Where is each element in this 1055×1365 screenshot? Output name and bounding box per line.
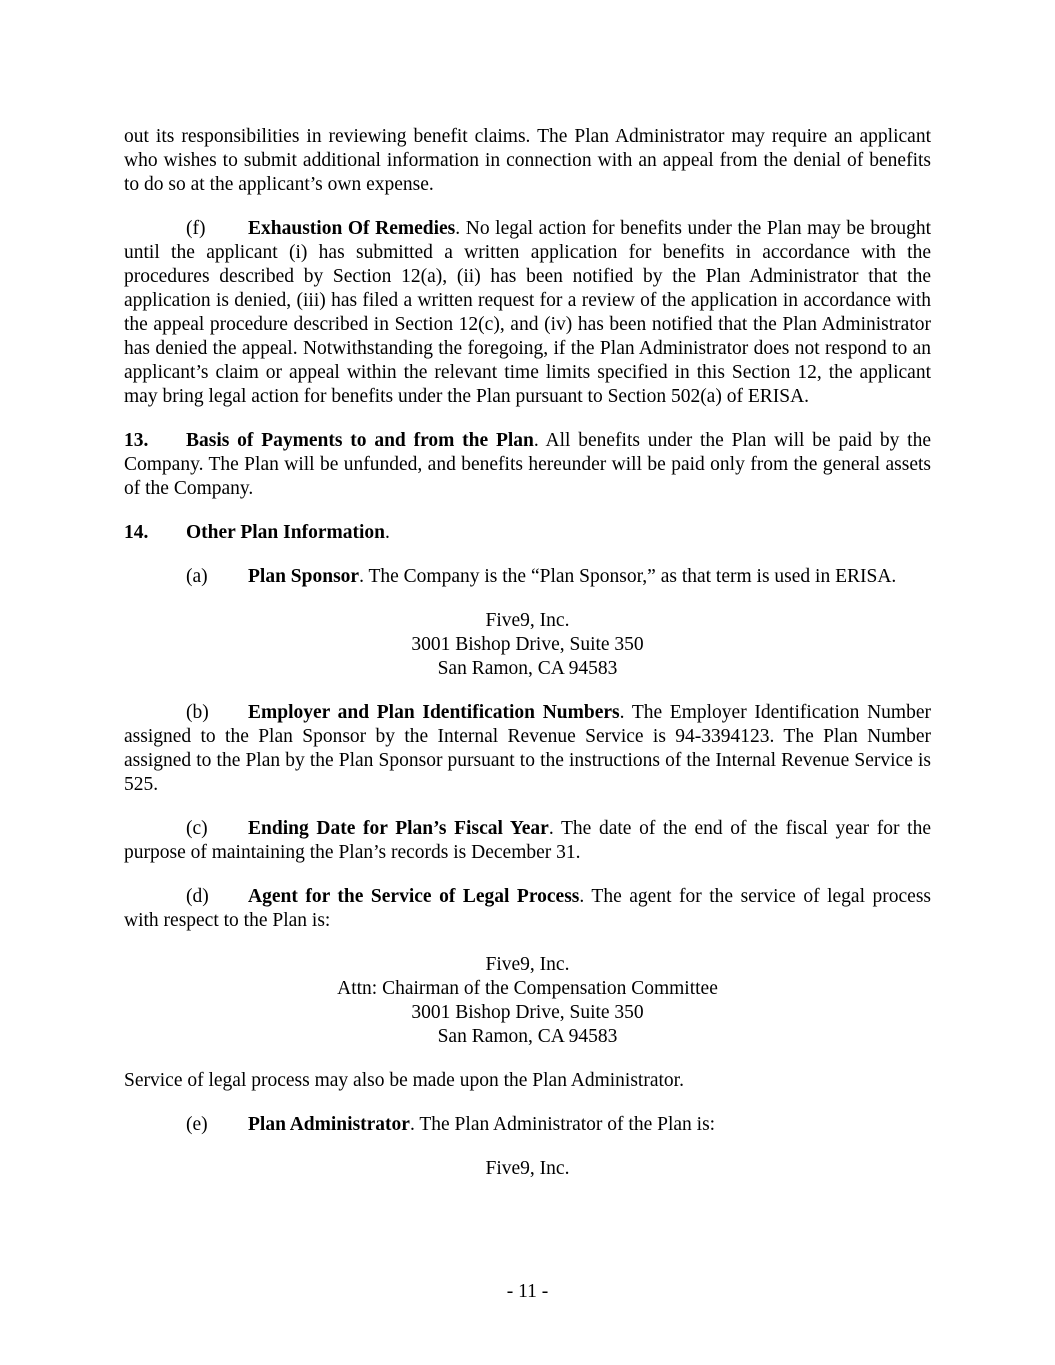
marker-e: (e) bbox=[186, 1114, 208, 1135]
heading-fiscal-year: Ending Date for Plan’s Fiscal Year bbox=[248, 818, 549, 839]
marker-b: (b) bbox=[186, 702, 209, 723]
paragraph-continuation: out its responsibilities in reviewing benefit claims. The Plan Administrator may require an applicant who wishes to submit additional information in connection with an appeal from the denial of benefits to do so at the applicant’s own expense. bbox=[124, 126, 931, 195]
paragraph-e-text: . The Plan Administrator of the Plan is: bbox=[409, 1114, 716, 1135]
section-14-suffix: . bbox=[384, 522, 390, 543]
page-number: - 11 - bbox=[506, 1281, 549, 1302]
paragraph-a bbox=[124, 565, 931, 589]
section-13 bbox=[124, 429, 931, 501]
section-13-number: 13. bbox=[124, 430, 149, 451]
paragraph-c-text: . The date of the end of the fiscal year for the purpose of maintaining the Plan’s records is December 31. bbox=[124, 818, 931, 863]
heading-plan-administrator: Plan Administrator bbox=[248, 1114, 410, 1135]
paragraph-a-text: . The Company is the “Plan Sponsor,” as that term is used in ERISA. bbox=[359, 566, 897, 587]
marker-c: (c) bbox=[186, 818, 208, 839]
heading-plan-sponsor: Plan Sponsor bbox=[248, 566, 360, 587]
paragraph-b bbox=[124, 701, 931, 797]
service-note: Service of legal process may also be made upon the Plan Administrator. bbox=[124, 1070, 684, 1091]
address-line: 3001 Bishop Drive, Suite 350 bbox=[411, 634, 644, 655]
section-14-number: 14. bbox=[124, 522, 149, 543]
address-line: 3001 Bishop Drive, Suite 350 bbox=[411, 1002, 644, 1023]
paragraph-f-text: . No legal action for benefits under the Plan may be brought until the applicant (i) has submitted a written application for benefits in accordance with the procedures described by Section 12(a), (ii) has been notified by the Plan Administrator that the application is denied, (iii) has filed a written request for a review of the application in accordance with the appeal procedure described in Section 12(c), and (iv) has been notified that the Plan Administrator has denied the appeal. Notwithstanding the foregoing, if the Plan Administrator does not respond to an applicant’s claim or appeal within the relevant time limits specified in this Section 12, the applicant may bring legal action for benefits under the Plan pursuant to Section 502(a) of ERISA. bbox=[124, 218, 931, 407]
paragraph-d bbox=[124, 885, 931, 933]
address-line: Five9, Inc. bbox=[485, 954, 570, 975]
address-block-agent bbox=[124, 953, 931, 1049]
marker-d: (d) bbox=[186, 886, 209, 907]
paragraph-f bbox=[124, 217, 931, 409]
section-13-heading: Basis of Payments to and from the Plan bbox=[186, 430, 534, 451]
address-block-administrator bbox=[124, 1157, 931, 1181]
marker-a: (a) bbox=[186, 566, 208, 587]
address-line: San Ramon, CA 94583 bbox=[437, 1026, 618, 1047]
section-13-text: . All benefits under the Plan will be paid by the Company. The Plan will be unfunded, and benefits hereunder will be paid only from the general assets of the Company. bbox=[124, 430, 931, 499]
paragraph-c bbox=[124, 817, 931, 865]
section-14-heading: Other Plan Information bbox=[186, 522, 385, 543]
address-line: Five9, Inc. bbox=[485, 1158, 570, 1179]
section-14 bbox=[124, 521, 931, 545]
heading-exhaustion-of-remedies: Exhaustion Of Remedies bbox=[248, 218, 456, 239]
heading-legal-process-agent: Agent for the Service of Legal Process bbox=[248, 886, 580, 907]
address-line: San Ramon, CA 94583 bbox=[437, 658, 618, 679]
address-line: Attn: Chairman of the Compensation Committee bbox=[337, 978, 718, 999]
paragraph-e bbox=[124, 1113, 931, 1137]
address-line: Five9, Inc. bbox=[485, 610, 570, 631]
marker-f: (f) bbox=[186, 218, 206, 239]
heading-identification-numbers: Employer and Plan Identification Numbers bbox=[248, 702, 620, 723]
paragraph-d-text: . The agent for the service of legal process with respect to the Plan is: bbox=[124, 886, 931, 931]
paragraph-b-text: . The Employer Identification Number assigned to the Plan Sponsor by the Internal Revenue Service is 94-3394123. The Plan Number assigned to the Plan by the Plan Sponsor pursuant to the instructions of the Internal Revenue Service is 525. bbox=[124, 702, 931, 795]
document-page bbox=[124, 125, 931, 1181]
address-block-sponsor bbox=[124, 609, 931, 681]
